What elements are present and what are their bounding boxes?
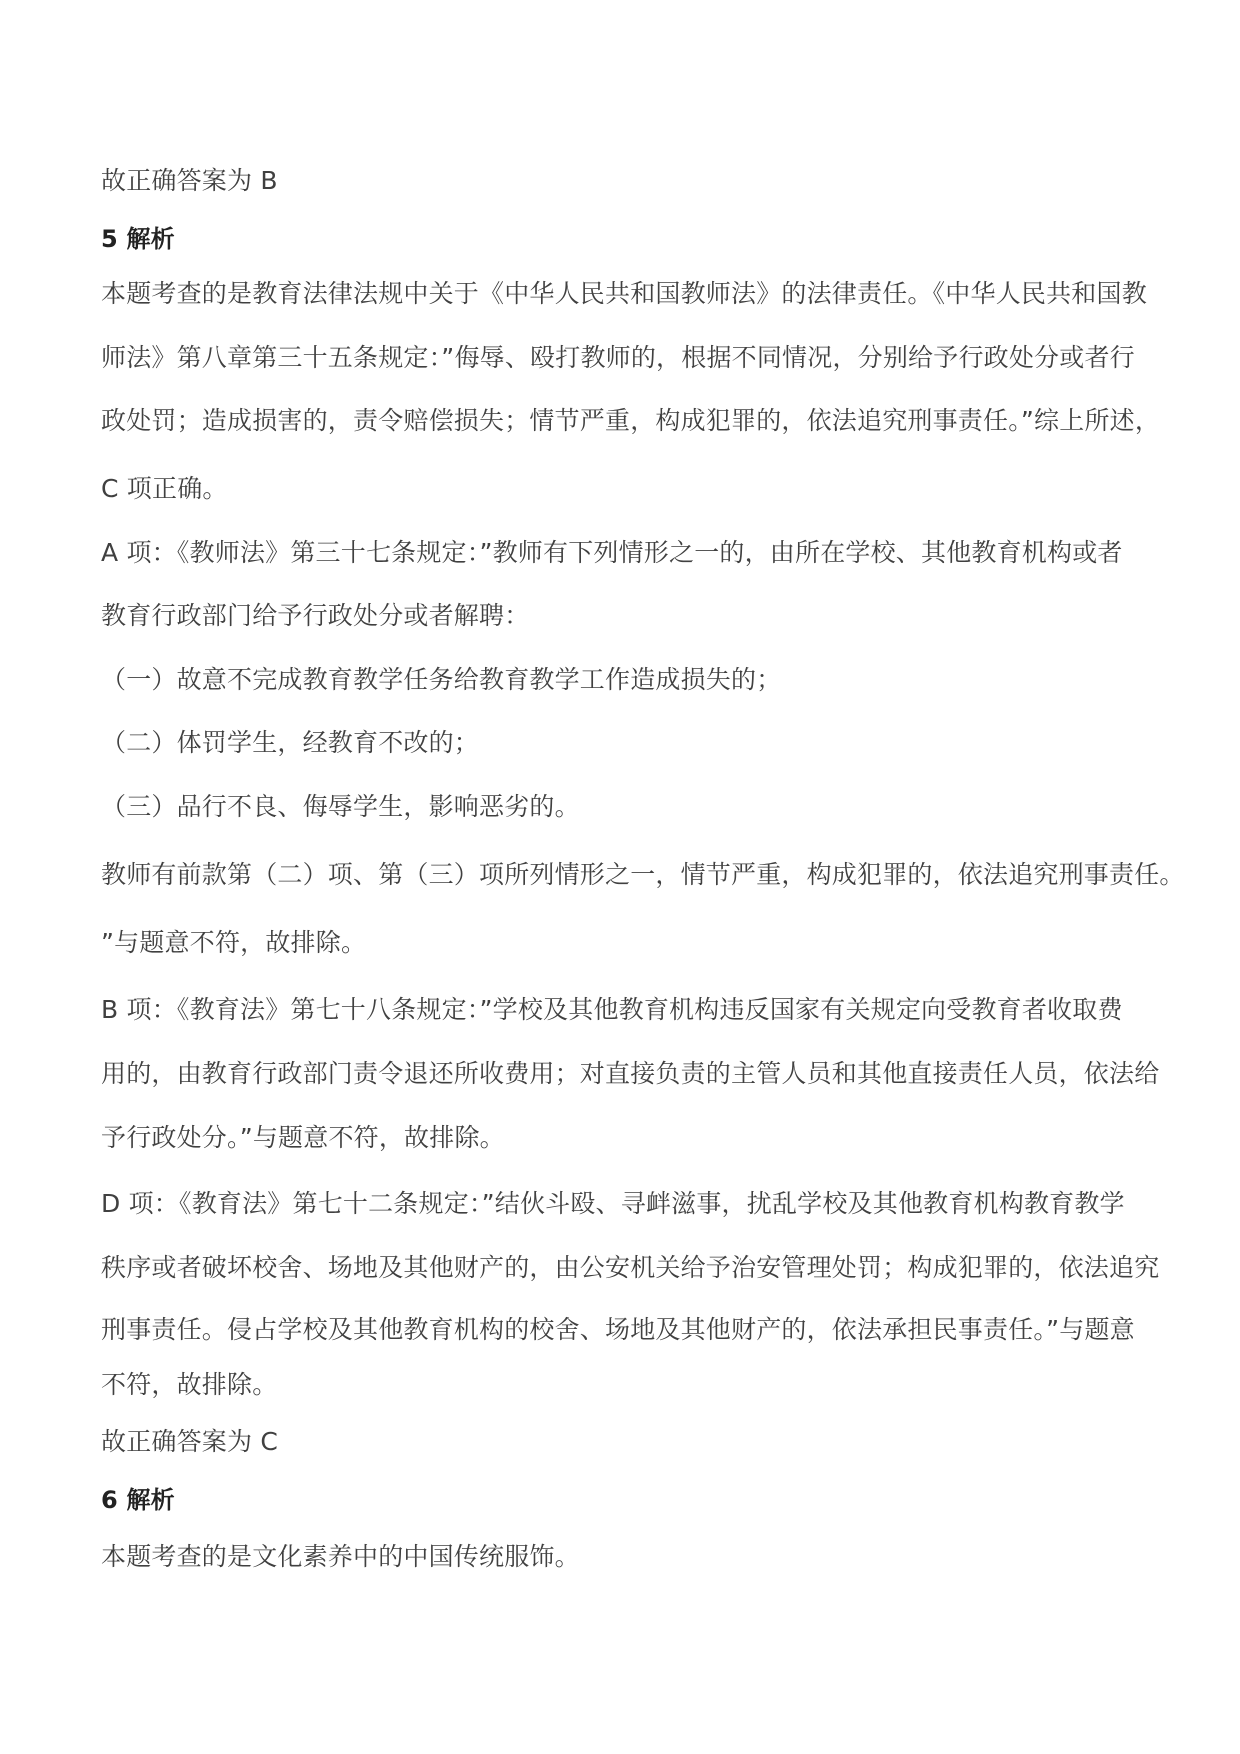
paragraph-line: 本题考查的是文化素养中的中国传统服饰。 [101, 1542, 580, 1571]
paragraph-line: 秩序或者破坏校舍、场地及其他财产的，由公安机关给予治安管理处罚；构成犯罪的，依法追究 [101, 1253, 1160, 1282]
paragraph-line: 师法》第八章第三十五条规定：”侮辱、殴打教师的，根据不同情况，分别给予行政处分或者行 [101, 343, 1135, 372]
paragraph-line: 刑事责任。侵占学校及其他教育机构的校舍、场地及其他财产的，依法承担民事责任。”与题意 [101, 1315, 1135, 1344]
list-item: （三）品行不良、侮辱学生，影响恶劣的。 [101, 792, 580, 821]
paragraph-line: 政处罚；造成损害的，责令赔偿损失；情节严重，构成犯罪的，依法追究刑事责任。”综上所述， [101, 406, 1161, 435]
paragraph-line: A 项：《教师法》第三十七条规定：”教师有下列情形之一的，由所在学校、其他教育机构或者 [101, 538, 1123, 567]
answer-line-c: 故正确答案为 C [101, 1427, 279, 1456]
paragraph-line: D 项：《教育法》第七十二条规定：”结伙斗殴、寻衅滋事，扰乱学校及其他教育机构教育教学 [101, 1189, 1125, 1218]
paragraph-line: 本题考查的是教育法律法规中关于《中华人民共和国教师法》的法律责任。《中华人民共和国教 [101, 279, 1147, 308]
section-heading-6: 6 解析 [101, 1486, 175, 1514]
answer-line-b: 故正确答案为 B [101, 166, 278, 195]
paragraph-line: 不符，故排除。 [101, 1370, 278, 1399]
paragraph-line: 教师有前款第（二）项、第（三）项所列情形之一，情节严重，构成犯罪的，依法追究刑事责任。 [101, 860, 1185, 889]
paragraph-line: 教育行政部门给予行政处分或者解聘： [101, 601, 530, 630]
paragraph-line: C 项正确。 [101, 474, 228, 503]
list-item: （一）故意不完成教育教学任务给教育教学工作造成损失的； [101, 665, 782, 694]
paragraph-line: B 项：《教育法》第七十八条规定：”学校及其他教育机构违反国家有关规定向受教育者收取费 [101, 995, 1123, 1024]
paragraph-line: 予行政处分。”与题意不符，故排除。 [101, 1123, 505, 1152]
section-heading-5: 5 解析 [101, 225, 175, 253]
paragraph-line: ”与题意不符，故排除。 [101, 928, 367, 957]
list-item: （二）体罚学生，经教育不改的； [101, 728, 480, 757]
paragraph-line: 用的，由教育行政部门责令退还所收费用；对直接负责的主管人员和其他直接责任人员，依法给 [101, 1059, 1160, 1088]
